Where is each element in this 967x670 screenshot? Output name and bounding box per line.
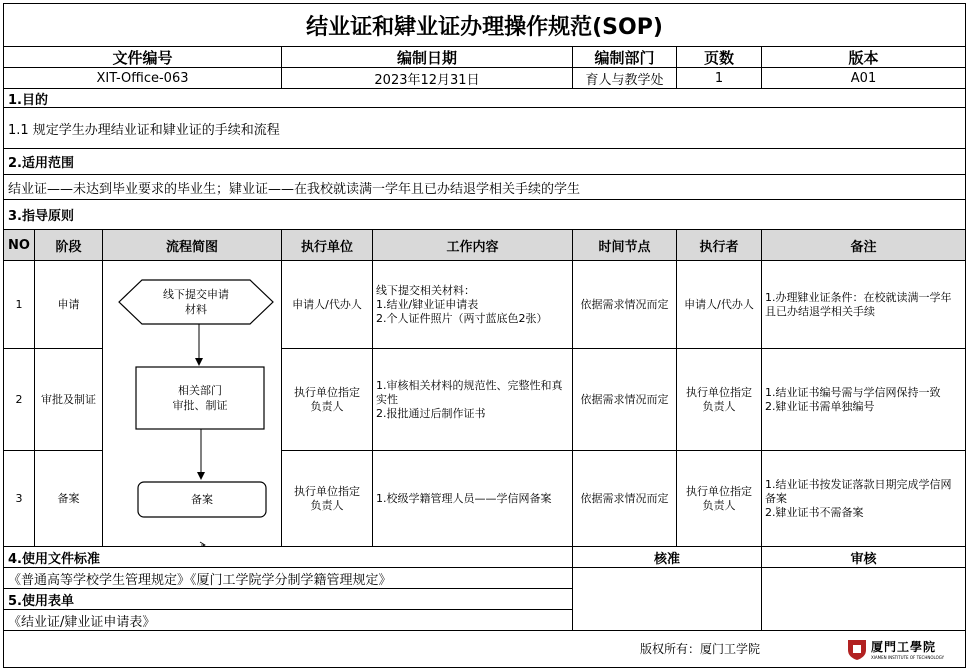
meta-header-doc-no: 文件编号 (3, 46, 282, 68)
table-row-3-note: 1.结业证书按发证落款日期完成学信网备案 2.肄业证书不需备案 (761, 450, 966, 547)
school-logo (846, 634, 964, 664)
meta-value-dept: 育人与教学处 (572, 67, 677, 89)
standards-text: 《普通高等学校学生管理规定》《厦门工学院学分制学籍管理规定》 (3, 567, 573, 589)
meta-value-date: 2023年12月31日 (281, 67, 573, 89)
meta-value-doc-no: XIT-Office-063 (3, 67, 282, 89)
col-header-flow: 流程简图 (102, 229, 282, 261)
flow-step-1-label: 线下提交申请 材料 (163, 288, 229, 316)
table-row-2-note: 1.结业证书编号需与学信网保持一致 2.肄业证书需单独编号 (761, 348, 966, 451)
table-row-3-content: 1.校级学籍管理人员——学信网备案 (372, 450, 573, 547)
forms-text: 《结业证/肄业证申请表》 (3, 609, 573, 631)
table-row-2-stage: 审批及制证 (34, 348, 103, 451)
approve-label: 核准 (572, 546, 762, 568)
school-logo-icon (846, 637, 868, 661)
col-header-executor: 执行者 (676, 229, 762, 261)
flow-arrow-1-head (195, 358, 203, 366)
col-header-no: NO (3, 229, 35, 261)
table-row-1-content: 线下提交相关材料： 1.结业/肄业证申请表 2.个人证件照片（两寸蓝底色2张） (372, 260, 573, 349)
section-purpose-title: 1.目的 (3, 88, 966, 108)
col-header-content: 工作内容 (372, 229, 573, 261)
table-row-1-executor: 申请人/代办人 (676, 260, 762, 349)
table-row-2-executor: 执行单位指定 负责人 (676, 348, 762, 451)
col-header-time: 时间节点 (572, 229, 677, 261)
section-scope-title: 2.适用范围 (3, 148, 966, 175)
logo-text: 厦門工學院 (871, 640, 937, 654)
table-row-2-no: 2 (3, 348, 35, 451)
table-row-2-content: 1.审核相关材料的规范性、完整性和真实性 2.报批通过后制作证书 (372, 348, 573, 451)
meta-header-pages: 页数 (676, 46, 762, 68)
logo-subtext: XIAMEN INSTITUTE OF TECHNOLOGY (871, 655, 945, 660)
table-row-3-no: 3 (3, 450, 35, 547)
table-row-1-note: 1.办理肄业证条件：在校就读满一学年且已办结退学相关手续 (761, 260, 966, 349)
section-principle-title: 3.指导原则 (3, 199, 966, 230)
meta-header-version: 版本 (761, 46, 966, 68)
flow-step-2-label: 相关部门 审批、制证 (172, 384, 228, 412)
meta-value-version: A01 (761, 67, 966, 89)
table-row-3-executor: 执行单位指定 负责人 (676, 450, 762, 547)
meta-header-date: 编制日期 (281, 46, 573, 68)
col-header-unit: 执行单位 (281, 229, 373, 261)
table-row-1-unit: 申请人/代办人 (281, 260, 373, 349)
meta-value-pages: 1 (676, 67, 762, 89)
section-forms-title: 5.使用表单 (3, 588, 573, 610)
approve-signature-box (572, 567, 762, 631)
table-row-1-stage: 申请 (34, 260, 103, 349)
review-signature-box (761, 567, 966, 631)
copyright-text: 版权所有：厦门工学院 (639, 642, 760, 656)
table-row-1-time: 依据需求情况而定 (572, 260, 677, 349)
section-scope-text: 结业证——未达到毕业要求的毕业生；肄业证——在我校就读满一学年且已办结退学相关手续的学生 (3, 174, 966, 200)
section-purpose-text: 1.1 规定学生办理结业证和肄业证的手续和流程 (3, 107, 966, 149)
review-label: 审核 (761, 546, 966, 568)
table-row-3-unit: 执行单位指定 负责人 (281, 450, 373, 547)
flow-step-3-label: 备案 (191, 493, 213, 506)
table-row-3-time: 依据需求情况而定 (572, 450, 677, 547)
table-row-3-stage: 备案 (34, 450, 103, 547)
col-header-note: 备注 (761, 229, 966, 261)
flow-arrow-2-head (197, 472, 205, 480)
section-standards-title: 4.使用文件标准 (3, 546, 573, 568)
table-row-2-time: 依据需求情况而定 (572, 348, 677, 451)
footer-bottom-band (3, 630, 966, 668)
table-row-1-no: 1 (3, 260, 35, 349)
document-title: 结业证和肄业证办理操作规范(SOP) (3, 3, 966, 47)
table-row-2-unit: 执行单位指定 负责人 (281, 348, 373, 451)
meta-header-dept: 编制部门 (572, 46, 677, 68)
col-header-stage: 阶段 (34, 229, 103, 261)
